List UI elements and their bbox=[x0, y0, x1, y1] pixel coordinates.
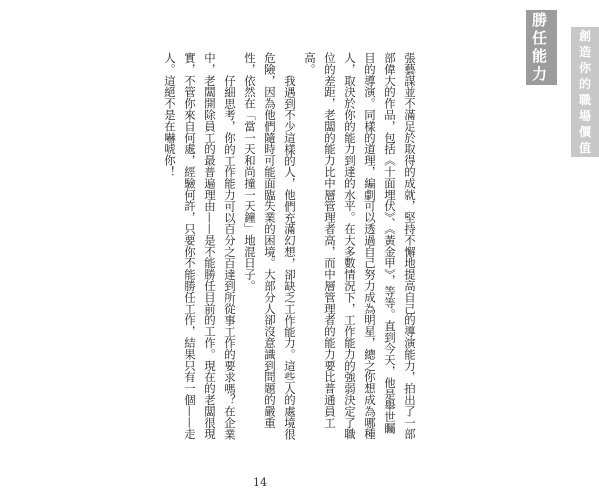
body-paragraph: 仔細思考，你的工作能力可以百分之百達到所從事工作的要求嗎？在企業中，老闆開除員工的最普遍理由——是不能勝任目前的工作。現在的老闆很現實，不管你來自何處，經驗何許，只要你不能勝任工作，結果只有一個——走人。這絕不是在嚇唬你！ bbox=[163, 52, 237, 440]
body-paragraph: 我遇到不少這樣的人，他們充滿幻想，卻缺乏工作能力。這些人的處境很危險，因為他們隨時可能面臨失業的困境。大部分人卻沒意識到問題的嚴重性，依然在「當一天和尚撞一天鐘」地混日子。 bbox=[243, 52, 297, 440]
body-paragraph: 張藝謀並不滿足於取得的成就，堅持不懈地提高自己的導演能力，拍出了一部部偉大的作品，包括《十面埋伏》、《黃金甲》，等等。直到今天，他是舉世矚目的導演。同樣的道理，編劇可以透過自己努力成為明星，總之你想成為哪種人，取決於你的能力到達的水平。在大多數情況下，工作能力的強弱決定了職位的差距，老闆的能力比中層管理者高，而中層管理者的能力要比普通員工高。 bbox=[303, 52, 417, 440]
running-header-subtitle: 創造你的職場價值 bbox=[571, 27, 599, 157]
running-header-title: 勝任能力 bbox=[526, 10, 557, 85]
page-number: 14 bbox=[253, 476, 267, 489]
vertical-text-body bbox=[100, 52, 420, 444]
header-banner bbox=[263, 6, 592, 155]
